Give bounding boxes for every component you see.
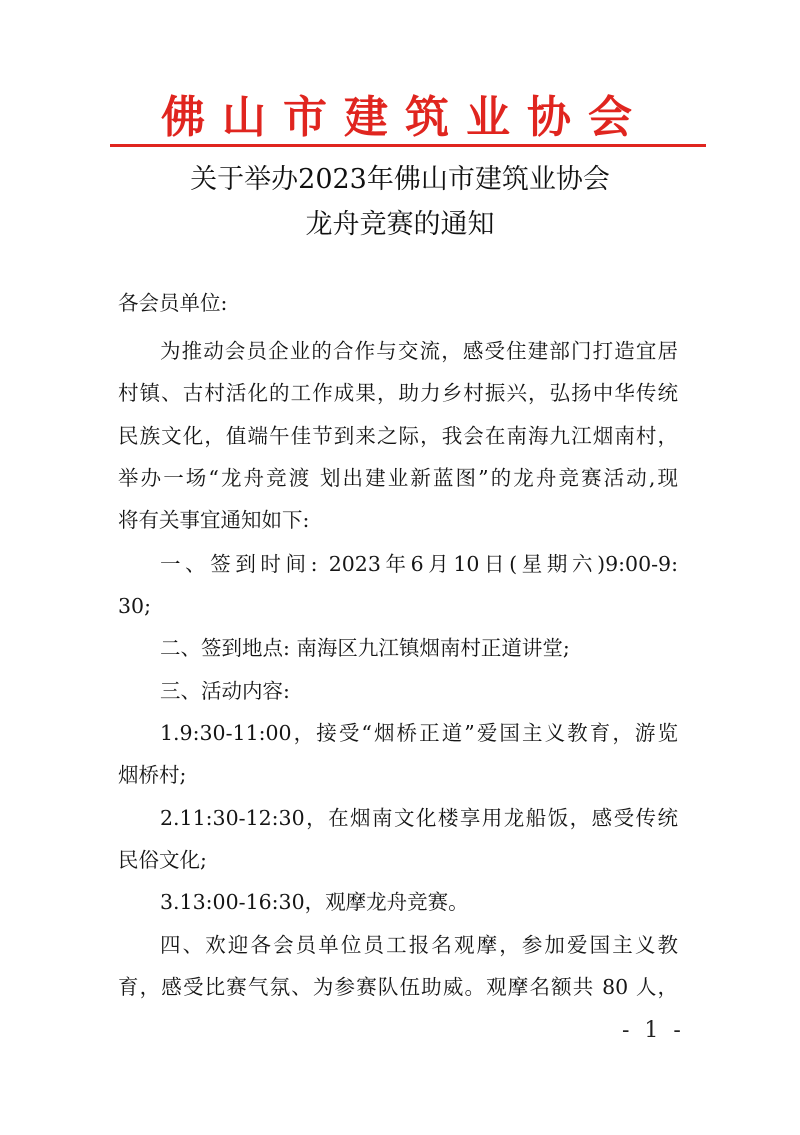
sub-item-3: 3.13:00-16:30，观摩龙舟竞赛。 bbox=[160, 890, 469, 914]
intro-paragraph-line: 举办一场“龙舟竞渡 划出建业新蓝图”的龙舟竞赛活动,现 bbox=[118, 466, 678, 490]
intro-paragraph-line: 村镇、古村活化的工作成果，助力乡村振兴，弘扬中华传统 bbox=[118, 381, 678, 405]
item-1-sign-in-time: 一、签到时间: 2023年6月10日(星期六)9:00-9: bbox=[160, 552, 678, 576]
item-4-spectator-invitation: 四、欢迎各会员单位员工报名观摩，参加爱国主义教 bbox=[160, 933, 678, 957]
sub-item-1: 1.9:30-11:00，接受“烟桥正道”爱国主义教育，游览 bbox=[160, 721, 678, 745]
letterhead-red-rule bbox=[110, 144, 706, 147]
item-1-sign-in-time-cont: 30; bbox=[118, 594, 151, 618]
intro-paragraph-line: 民族文化，值端午佳节到来之际，我会在南海九江烟南村， bbox=[118, 424, 678, 448]
sub-item-1-cont: 烟桥村; bbox=[118, 763, 187, 787]
intro-paragraph-line: 将有关事宜通知如下: bbox=[118, 508, 310, 532]
letterhead-org-name: 佛山市建筑业协会 bbox=[161, 92, 649, 143]
document-title-line-2: 龙舟竞赛的通知 bbox=[305, 209, 495, 240]
salutation: 各会员单位: bbox=[118, 291, 228, 315]
document-title-line-1: 关于举办2023年佛山市建筑业协会 bbox=[190, 164, 610, 195]
sub-item-2-cont: 民俗文化; bbox=[118, 848, 207, 872]
item-2-sign-in-location: 二、签到地点: 南海区九江镇烟南村正道讲堂; bbox=[160, 636, 570, 660]
page-number: - 1 - bbox=[622, 1018, 685, 1043]
item-4-spectator-invitation-cont: 育，感受比赛气氛、为参赛队伍助威。观摩名额共 80 人， bbox=[118, 975, 678, 999]
item-3-activity-content: 三、活动内容: bbox=[160, 679, 290, 703]
sub-item-2: 2.11:30-12:30，在烟南文化楼享用龙船饭，感受传统 bbox=[160, 806, 678, 830]
intro-paragraph-line: 为推动会员企业的合作与交流，感受住建部门打造宜居 bbox=[160, 339, 678, 363]
